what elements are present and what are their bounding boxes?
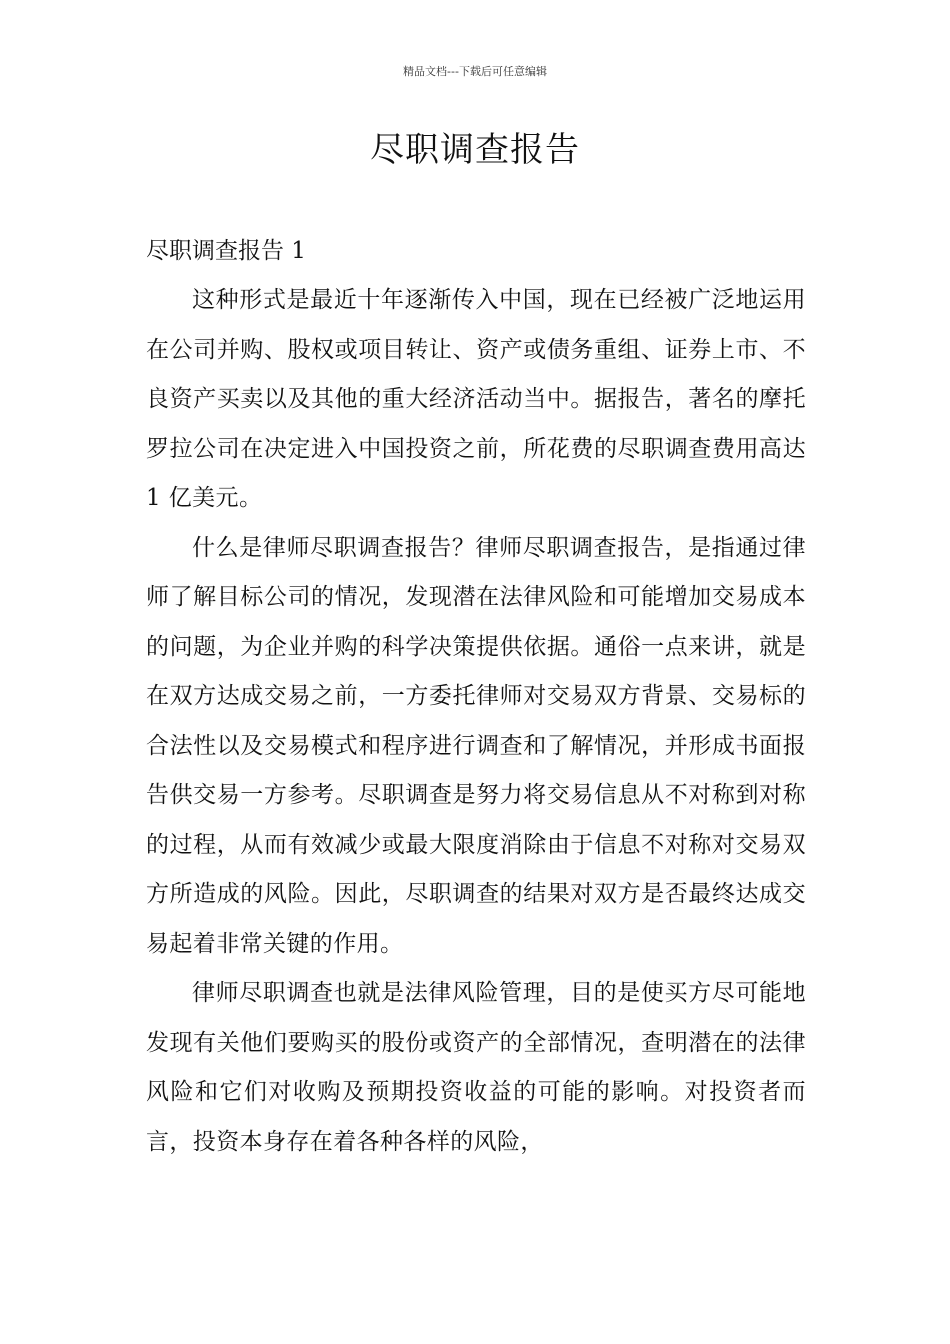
paragraph-1: 这种形式是最近十年逐渐传入中国，现在已经被广泛地运用在公司并购、股权或项目转让、资产或债务重组、证券上市、不良资产买卖以及其他的重大经济活动当中。据报告，著名的摩托罗拉公司在决定进入中国投资之前，所花费的尽职调查费用高达 1 亿美元。 [146,287,806,511]
paragraph-2: 什么是律师尽职调查报告？律师尽职调查报告，是指通过律师了解目标公司的情况，发现潜在法律风险和可能增加交易成本的问题，为企业并购的科学决策提供依据。通俗一点来讲，就是在双方达成交易之前，一方委托律师对交易双方背景、交易标的合法性以及交易模式和程序进行调查和了解情况，并形成书面报告供交易一方参考。尽职调查是努力将交易信息从不对称到对称的过程，从而有效减少或最大限度消除由于信息不对称对交易双方所造成的风险。因此，尽职调查的结果对双方是否最终达成交易起着非常关键的作用。 [146,534,806,957]
section-heading: 尽职调查报告 1 [146,238,306,264]
document-body [146,226,806,1167]
document-title: 尽职调查报告 [370,130,580,170]
header-note: 精品文档---下载后可任意编辑 [403,65,547,78]
paragraph-3: 律师尽职调查也就是法律风险管理，目的是使买方尽可能地发现有关他们要购买的股份或资产的全部情况，查明潜在的法律风险和它们对收购及预期投资收益的可能的影响。对投资者而言，投资本身存在着各种各样的风险， [146,980,806,1155]
